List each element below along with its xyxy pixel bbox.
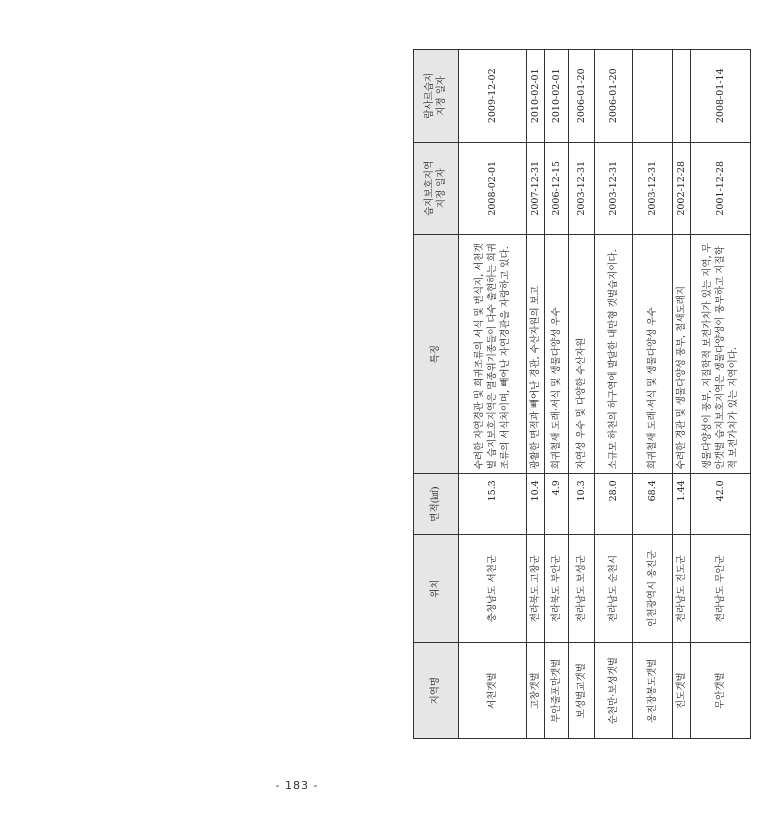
cell-ramsar-date: 2006-01-20	[569, 50, 595, 143]
cell-ramsar-date: 2010-02-01	[545, 50, 569, 143]
header-area: 면적(㎢)	[414, 474, 459, 535]
cell-feature: 자연성 우수 및 다양한 수산자원	[569, 235, 595, 474]
cell-location: 전라북도 고창군	[527, 534, 545, 642]
cell-location: 전라남도 순천시	[595, 534, 633, 642]
cell-location: 전라남도 진도군	[673, 534, 691, 642]
cell-feature: 수려한 자연경관 및 희귀조류의 서식 및 번식지, 서천갯벌 습지보호지역은 멸종위기종들이 다수 출현하는 희귀조류의 서식처이며, 빼어난 자연경관을 자랑하고 있다.	[459, 235, 527, 474]
cell-area: 10.3	[569, 474, 595, 535]
cell-wetland-date: 2008-02-01	[459, 142, 527, 235]
page-number: - 183 -	[275, 779, 319, 792]
cell-name: 진도갯벌	[673, 643, 691, 739]
cell-wetland-date: 2003-12-31	[633, 142, 673, 235]
header-name: 지역명	[414, 643, 459, 739]
table-row	[673, 50, 691, 739]
cell-ramsar-date: 2009-12-02	[459, 50, 527, 143]
cell-wetland-date: 2007-12-31	[527, 142, 545, 235]
cell-area: 4.9	[545, 474, 569, 535]
cell-name: 순천만·보성갯벌	[595, 643, 633, 739]
header-location: 위치	[414, 534, 459, 642]
cell-wetland-date: 2003-12-31	[569, 142, 595, 235]
cell-location: 충청남도 서천군	[459, 534, 527, 642]
cell-ramsar-date: 2010-02-01	[527, 50, 545, 143]
cell-area: 28.0	[595, 474, 633, 535]
cell-area: 10.4	[527, 474, 545, 535]
cell-name: 서천갯벌	[459, 643, 527, 739]
header-ramsar-date: 람사르습지 지정 일자	[414, 50, 459, 143]
cell-feature: 광활한 면적과 빼어난 경관, 수산자원의 보고	[527, 235, 545, 474]
cell-location: 전라남도 무안군	[691, 534, 751, 642]
cell-name: 보성벌교갯벌	[569, 643, 595, 739]
cell-feature: 생물다양성이 풍부, 지질학적 보전가치가 있는 지역, 무안갯벌 습지보호지역은 생물다양성이 풍부하고 지질학적 보전가치가 있는 지역이다.	[691, 235, 751, 474]
wetland-table	[413, 49, 751, 739]
cell-ramsar-date: 2006-01-20	[595, 50, 633, 143]
cell-location: 전라북도 부안군	[545, 534, 569, 642]
cell-name: 부안줄포만갯벌	[545, 643, 569, 739]
cell-wetland-date: 2002-12-28	[673, 142, 691, 235]
cell-ramsar-date: 2008-01-14	[691, 50, 751, 143]
cell-ramsar-date	[673, 50, 691, 143]
table-header-row	[414, 50, 459, 739]
cell-area: 68.4	[633, 474, 673, 535]
table-row	[633, 50, 673, 739]
cell-location: 전라남도 보성군	[569, 534, 595, 642]
cell-feature: 소규모 하천의 하구역에 발달한 내만형 갯벌습지이다.	[595, 235, 633, 474]
cell-wetland-date: 2006-12-15	[545, 142, 569, 235]
table-row	[595, 50, 633, 739]
cell-area: 42.0	[691, 474, 751, 535]
cell-area: 15.3	[459, 474, 527, 535]
cell-location: 인천광역시 옹진군	[633, 534, 673, 642]
header-feature: 특징	[414, 235, 459, 474]
cell-area: 1.44	[673, 474, 691, 535]
cell-ramsar-date	[633, 50, 673, 143]
cell-name: 옹진장봉도갯벌	[633, 643, 673, 739]
header-wetland-date: 습지보호지역 지정 일자	[414, 142, 459, 235]
table-row	[459, 50, 527, 739]
cell-wetland-date: 2003-12-31	[595, 142, 633, 235]
table-row	[527, 50, 545, 739]
cell-feature: 수려한 경관 및 생물다양성 풍부, 철새도래지	[673, 235, 691, 474]
cell-name: 무안갯벌	[691, 643, 751, 739]
table-row	[545, 50, 569, 739]
rotated-table-block	[413, 49, 776, 739]
table-row	[691, 50, 751, 739]
cell-name: 고창갯벌	[527, 643, 545, 739]
table-row	[569, 50, 595, 739]
cell-feature: 희귀철새 도래·서식 및 생물다양성 우수	[633, 235, 673, 474]
cell-feature: 희귀철새 도래·서식 및 생물다양성 우수	[545, 235, 569, 474]
cell-wetland-date: 2001-12-28	[691, 142, 751, 235]
